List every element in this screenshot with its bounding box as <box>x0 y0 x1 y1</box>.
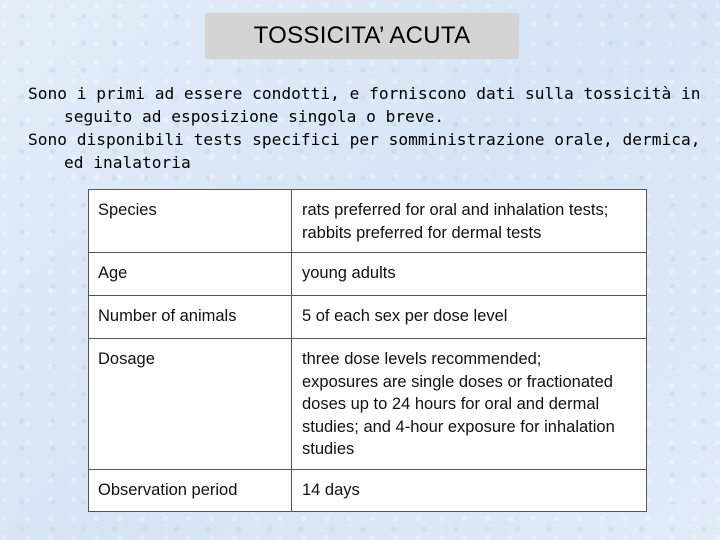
row-label-number-of-animals: Number of animals <box>89 296 292 339</box>
table-row-observation-period <box>89 470 647 512</box>
row-value-age: young adults <box>292 253 647 296</box>
table-row-species <box>89 190 647 253</box>
row-label-age: Age <box>89 253 292 296</box>
row-label-observation-period: Observation period <box>89 470 292 512</box>
row-label-species: Species <box>89 190 292 253</box>
page-title: TOSSICITA’ ACUTA <box>253 22 471 49</box>
row-value-line: exposures are single doses or fractionated <box>302 372 613 391</box>
row-value-line: doses up to 24 hours for oral and dermal <box>302 395 600 413</box>
intro-paragraph-1: Sono i primi ad essere condotti, e forniscono dati sulla tossicità in seguito ad esposizione singola o breve. <box>28 84 701 126</box>
acute-toxicity-table <box>88 189 647 512</box>
row-value-line: rats preferred for oral and inhalation tests; <box>302 201 609 219</box>
row-value-line: studies; and 4-hour exposure for inhalation <box>302 417 615 436</box>
row-value-line: rabbits preferred for dermal tests <box>302 223 542 242</box>
row-value-species <box>292 190 647 253</box>
row-value-dosage <box>292 339 647 470</box>
intro-text <box>28 82 708 174</box>
table-row-dosage <box>89 339 647 470</box>
row-value-observation-period: 14 days <box>292 470 647 512</box>
intro-paragraph-2: Sono disponibili tests specifici per somministrazione orale, dermica, ed inalatoria <box>28 130 701 172</box>
row-label-dosage: Dosage <box>89 339 292 470</box>
row-value-line: three dose levels recommended; <box>302 350 542 368</box>
table-row-number-of-animals <box>89 296 647 339</box>
row-value-line: studies <box>302 440 355 458</box>
row-value-number-of-animals: 5 of each sex per dose level <box>292 296 647 339</box>
title-box <box>205 13 519 59</box>
table-row-age <box>89 253 647 296</box>
